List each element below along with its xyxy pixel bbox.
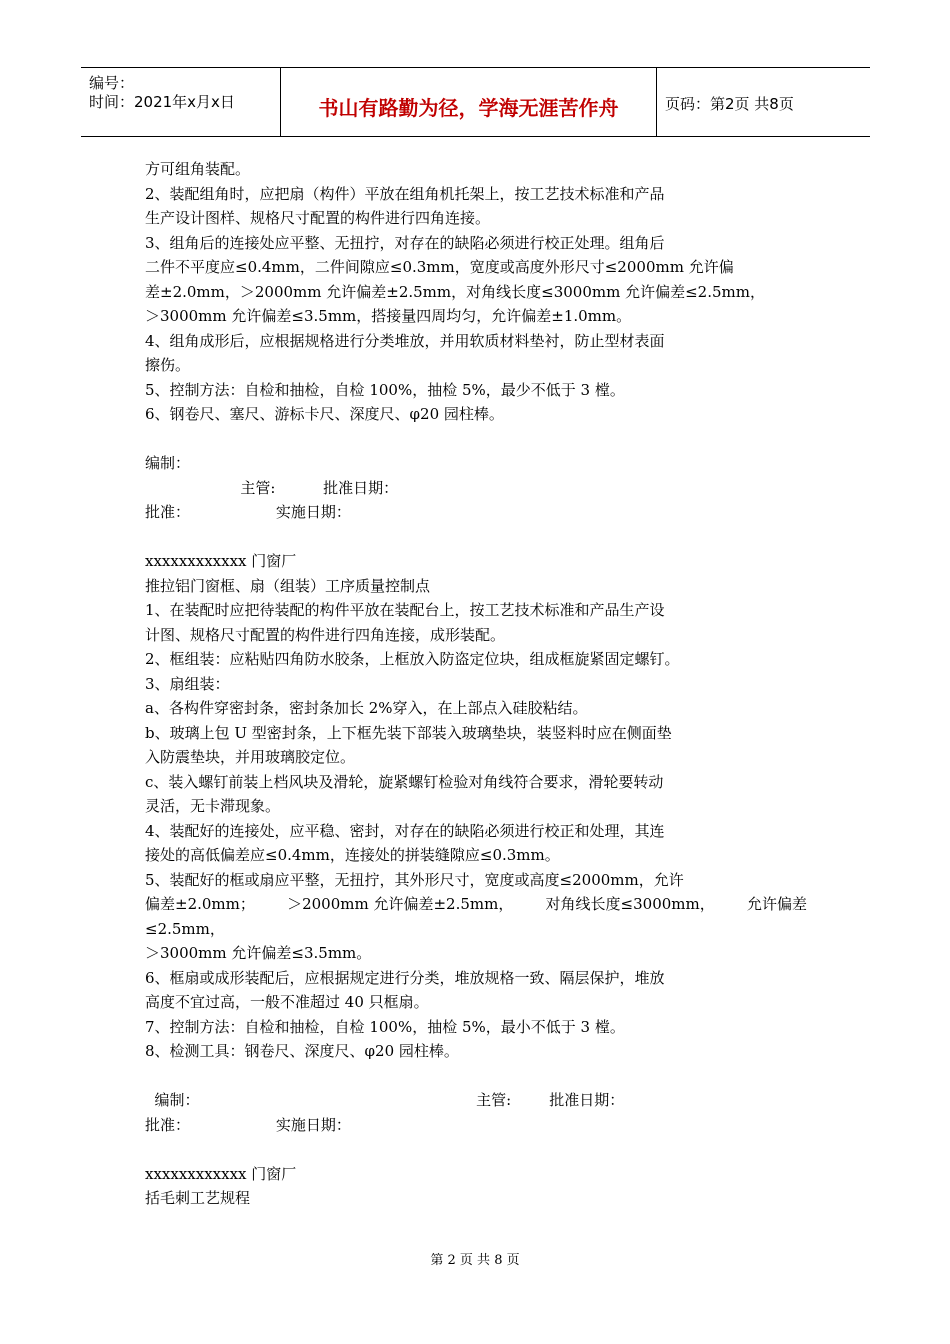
blank-line xyxy=(145,525,825,550)
text-line: 5、控制方法：自检和抽检，自检 100%，抽检 5%，最少不低于 3 樘。 xyxy=(145,380,625,399)
text-block-2 xyxy=(145,917,825,1211)
text-line: 4、组角成形后，应根据规格进行分类堆放，并用软质材料垫衬，防止型材表面 xyxy=(145,331,665,350)
text-line: 2、装配组角时，应把扇（构件）平放在组角机托架上，按工艺技术标准和产品 xyxy=(145,184,665,203)
text-line: 8、检测工具：钢卷尺、深度尺、φ20 园柱棒。 xyxy=(145,1042,459,1060)
text-line: a、各构件穿密封条，密封条加长 2%穿入，在上部点入硅胶粘结。 xyxy=(145,699,588,717)
text-line: 编制： 主管: 批准日期： xyxy=(145,1091,625,1109)
text-line: 灵活，无卡滞现象。 xyxy=(145,797,281,815)
text-line: 擦伤。 xyxy=(145,356,191,374)
document-body xyxy=(145,157,825,1211)
text-line: 接处的高低偏差应≤0.4mm，连接处的拼装缝隙应≤0.3mm。 xyxy=(145,846,560,864)
text-line: ＞3000mm 允许偏差≤3.5mm。 xyxy=(145,944,372,962)
blank-line xyxy=(145,427,825,452)
text-line: 推拉铝门窗框、扇（组装）工序质量控制点 xyxy=(145,576,431,595)
text-line: 入防震垫块，并用玻璃胶定位。 xyxy=(145,748,356,766)
text-line: xxxxxxxxxxxx 门窗厂 xyxy=(145,552,297,570)
tolerance-part: 允许偏差 xyxy=(746,895,807,913)
tolerance-part: 对角线长度≤3000mm， xyxy=(545,895,715,913)
text-line: 方可组角装配。 xyxy=(145,160,251,178)
blank-line xyxy=(145,1137,825,1162)
text-line: 6、框扇或成形装配后，应根据规定进行分类，堆放规格一致、隔层保护，堆放 xyxy=(145,968,665,987)
text-line: 高度不宜过高，一般不准超过 40 只框扇。 xyxy=(145,993,429,1011)
text-line: 2、框组装：应粘贴四角防水胶条，上框放入防盗定位块，组成框旋紧固定螺钉。 xyxy=(145,650,680,668)
text-line: ≤2.5mm， xyxy=(145,919,225,938)
text-line: 计图、规格尺寸配置的构件进行四角连接，成形装配。 xyxy=(145,625,506,644)
text-line: ＞3000mm 允许偏差≤3.5mm，搭接量四周均匀，允许偏差±1.0mm。 xyxy=(145,307,632,325)
text-line: 差±2.0mm，＞2000mm 允许偏差±2.5mm，对角线长度≤3000mm 允许偏差≤2.5mm， xyxy=(145,282,765,301)
page-footer: 第 2 页 共 8 页 xyxy=(430,1253,520,1268)
header-motto-cell xyxy=(281,68,657,136)
text-line: 括毛刺工艺规程 xyxy=(145,1189,251,1207)
text-block-1 xyxy=(145,157,825,892)
text-line: 编制： xyxy=(145,454,191,472)
text-line: 3、扇组装： xyxy=(145,674,230,693)
page-info: 页码：第2页 共8页 xyxy=(665,95,794,113)
document-number: 编号： xyxy=(89,74,135,92)
motto: 书山有路勤为径，学海无涯苦作舟 xyxy=(318,96,619,120)
text-line: 生产设计图样、规格尺寸配置的构件进行四角连接。 xyxy=(145,209,491,227)
text-line: 批准： 实施日期： xyxy=(145,503,351,521)
header-page-cell xyxy=(657,68,870,136)
text-line: 批准： 实施日期： xyxy=(145,1115,351,1134)
text-line: b、玻璃上包 U 型密封条，上下框先装下部装入玻璃垫块，装竖料时应在侧面垫 xyxy=(145,723,672,742)
text-line: xxxxxxxxxxxx 门窗厂 xyxy=(145,1164,297,1183)
tolerance-part: 偏差±2.0mm； xyxy=(145,895,255,913)
text-line: 5、装配好的框或扇应平整，无扭拧，其外形尺寸，宽度或高度≤2000mm，允许 xyxy=(145,870,684,889)
text-line: c、装入螺钉前装上档风块及滑轮，旋紧螺钉检验对角线符合要求，滑轮要转动 xyxy=(145,772,664,791)
page-header xyxy=(81,67,870,137)
document-date: 时间：2021年x月x日 xyxy=(89,93,235,111)
text-line: 二件不平度应≤0.4mm，二件间隙应≤0.3mm，宽度或高度外形尺寸≤2000mm 允许偏 xyxy=(145,258,734,276)
text-line: 1、在装配时应把待装配的构件平放在装配台上，按工艺技术标准和产品生产设 xyxy=(145,601,665,619)
justified-tolerance-line xyxy=(145,892,807,917)
text-line: 主管: 批准日期： xyxy=(145,478,399,497)
tolerance-part: ＞2000mm 允许偏差±2.5mm， xyxy=(287,895,514,913)
text-line: 6、钢卷尺、塞尺、游标卡尺、深度尺、φ20 园柱棒。 xyxy=(145,405,504,423)
blank-line xyxy=(145,1064,825,1089)
text-line: 4、装配好的连接处，应平稳、密封，对存在的缺陷必须进行校正和处理，其连 xyxy=(145,821,665,840)
header-meta-cell xyxy=(81,68,281,136)
text-line: 3、组角后的连接处应平整、无扭拧，对存在的缺陷必须进行校正处理。组角后 xyxy=(145,233,665,252)
text-line: 7、控制方法：自检和抽检，自检 100%，抽检 5%，最小不低于 3 樘。 xyxy=(145,1017,625,1036)
